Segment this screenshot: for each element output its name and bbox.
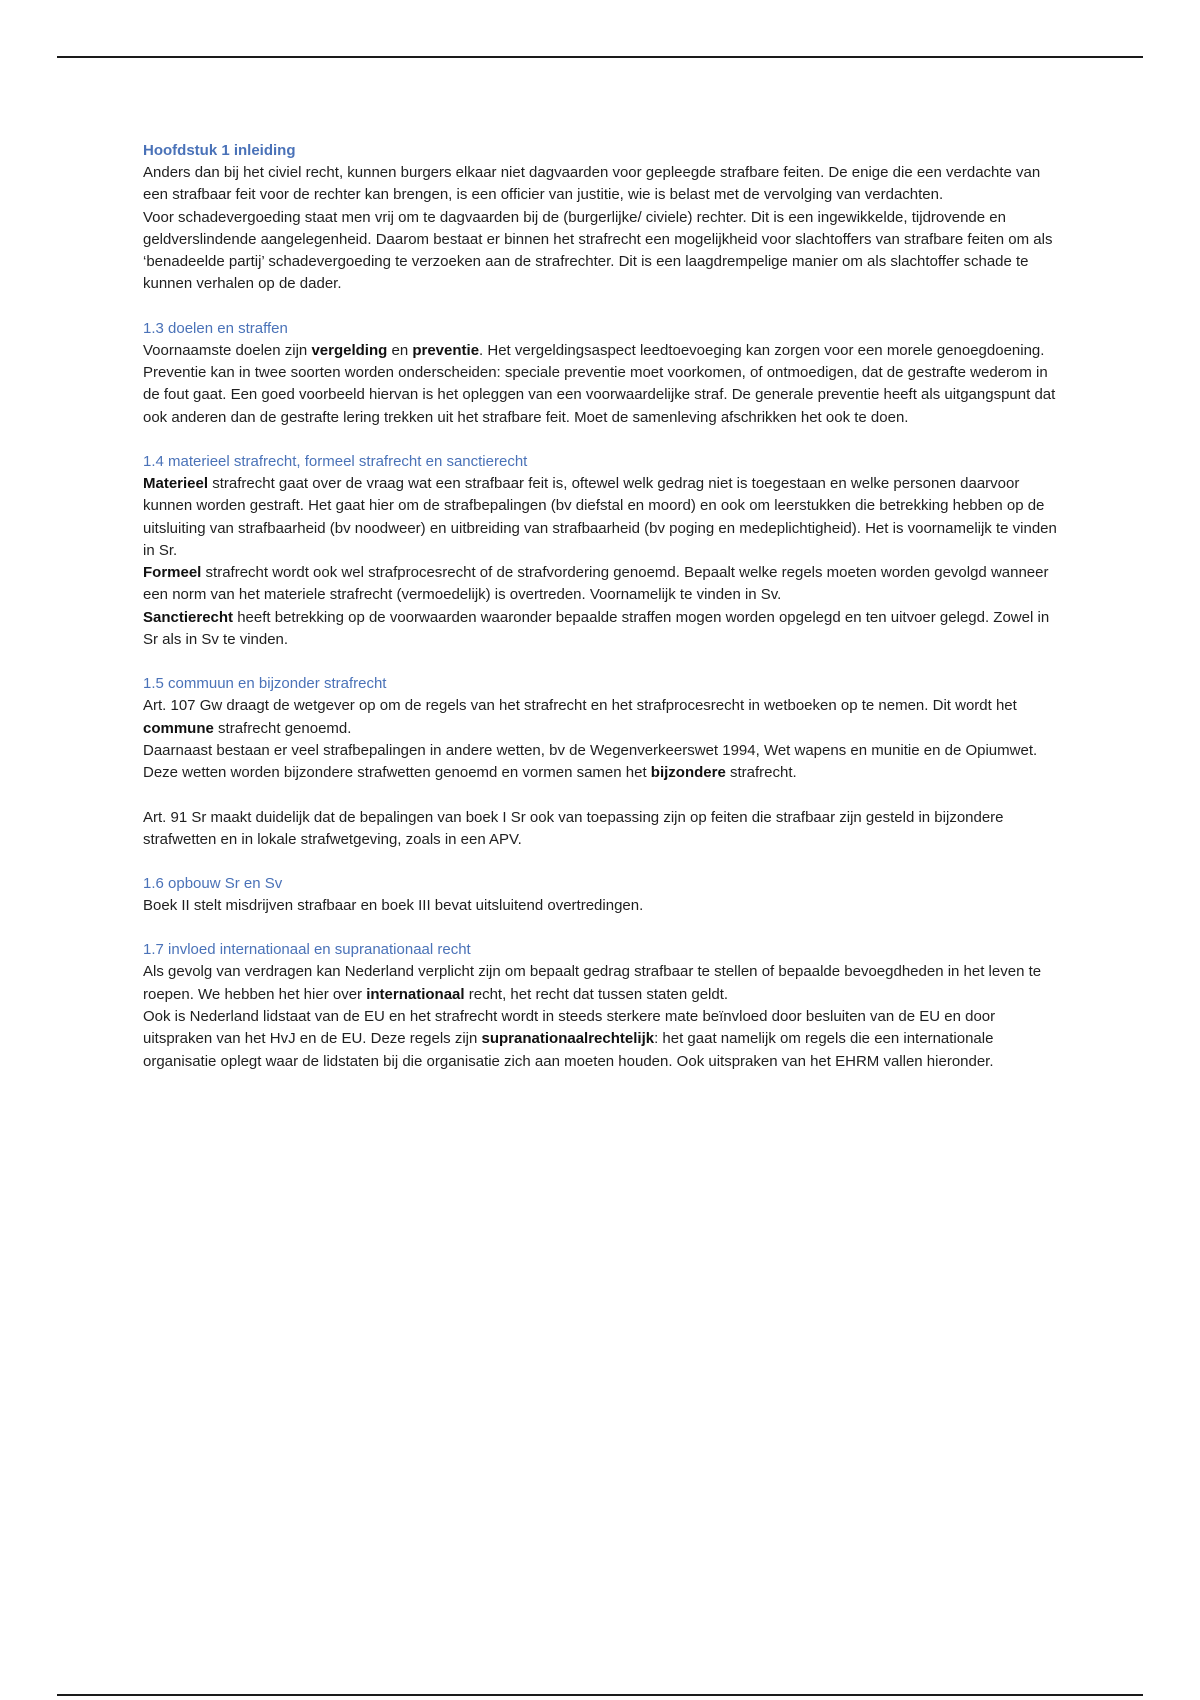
text-run: Ook is Nederland lidstaat van de EU en het strafrecht wordt in steeds sterkere mate beïnvloed door besluiten van de EU en door uitspraken van het HvJ en de EU. Deze regels zijn <box>143 1008 996 1048</box>
text-run: strafrecht gaat over de vraag wat een strafbaar feit is, oftewel welk gedrag niet is toegestaan en welke personen daarvoor kunnen worden gestraft. Het gaat hier om de strafbepalingen (bv diefstal en moord) en ook om leerstukken die betrekking hebben op de uitsluiting van strafbaarheid (bv noodweer) en uitbreiding van strafbaarheid (bv poging en medeplichtigheid). Het is voornamelijk te vinden in Sr. <box>143 474 1057 559</box>
text-run: recht, het recht dat tussen staten geldt. <box>464 985 729 1003</box>
text-run: en <box>387 341 413 359</box>
text-run: Als gevolg van verdragen kan Nederland verplicht zijn om bepaalt gedrag strafbaar te stellen of bepaalde bevoegdheden in het leven te roepen. We hebben het hier over <box>143 963 1042 1003</box>
bold-term: Materieel <box>143 474 209 492</box>
paragraph-gap <box>143 785 1058 807</box>
text-run: Voornaamste doelen zijn <box>143 341 312 359</box>
section-gap <box>143 851 1058 873</box>
footer-rule <box>57 1694 1143 1696</box>
paragraph <box>143 340 1058 362</box>
text-run: : het gaat namelijk om regels die een internationale organisatie oplegt waar de lidstaten bij die organisatie zich aan moeten houden. Ook uitspraken van het EHRM vallen hieronder. <box>143 1030 994 1070</box>
bold-term: Sanctierecht <box>143 608 234 626</box>
paragraph <box>143 961 1058 1006</box>
paragraph <box>143 607 1058 652</box>
section-gap <box>143 296 1058 318</box>
text-run: strafrecht wordt ook wel strafprocesrecht of de strafvordering genoemd. Bepaalt welke regels moeten worden gevolgd wanneer een norm van het materiele strafrecht (vermoedelijk) is overtreden. Voornamelijk te vinden in Sv. <box>143 564 1049 604</box>
paragraph <box>143 207 1058 296</box>
text-run: Art. 107 Gw draagt de wetgever op om de regels van het strafrecht en het strafprocesrecht in wetboeken op te nemen. Dit wordt het <box>143 697 1017 715</box>
bold-term: bijzondere <box>650 764 726 782</box>
bold-term: supranationaalrechtelijk <box>481 1030 655 1048</box>
chapter-heading: Hoofdstuk 1 inleiding <box>143 142 296 159</box>
text-run: strafrecht. <box>725 764 797 782</box>
text-run: strafrecht genoemd. <box>213 719 352 737</box>
section-heading: 1.6 opbouw Sr en Sv <box>143 875 283 893</box>
paragraph <box>143 473 1058 562</box>
bold-term: commune <box>143 719 214 737</box>
text-run: Voor schadevergoeding staat men vrij om te dagvaarden bij de (burgerlijke/ civiele) rechter. Dit is een ingewikkelde, tijdrovende en geldverslindende aangelegenheid. Daarom bestaat er binnen het strafrecht een mogelijkheid voor slachtoffers van strafbare feiten om als ‘benadeelde partij’ schadevergoeding te verzoeken aan de strafrechter. Dit is een laagdrempelige manier om als slachtoffer schade te kunnen verhalen op de dader. <box>143 208 1053 293</box>
paragraph <box>143 807 1058 852</box>
section-heading: 1.5 commuun en bijzonder strafrecht <box>143 675 387 693</box>
text-run: Preventie kan in twee soorten worden onderscheiden: speciale preventie moet voorkomen, of ontmoedigen, dat de gestrafte wederom in de fout gaat. Een goed voorbeeld hiervan is het opleggen van een voorwaardelijke straf. De generale preventie heeft als uitgangspunt dat ook anderen dan de gestrafte lering trekken uit het strafbare feit. Moet de samenleving afschrikken het ook te doen. <box>143 364 1056 426</box>
section-gap <box>143 651 1058 673</box>
text-run: heeft betrekking op de voorwaarden waaronder bepaalde straffen mogen worden opgelegd en ten uitvoer gelegd. Zowel in Sr als in Sv te vinden. <box>143 608 1050 649</box>
paragraph <box>143 740 1058 785</box>
paragraph <box>143 695 1058 740</box>
document-body <box>143 140 1058 1073</box>
paragraph <box>143 162 1058 207</box>
paragraph <box>143 895 1058 917</box>
bold-term: preventie <box>412 341 480 359</box>
text-run: Boek II stelt misdrijven strafbaar en boek III bevat uitsluitend overtredingen. <box>143 897 644 915</box>
bold-term: internationaal <box>366 985 465 1003</box>
bold-term: vergelding <box>311 341 388 359</box>
text-run: Art. 91 Sr maakt duidelijk dat de bepalingen van boek I Sr ook van toepassing zijn op feiten die strafbaar zijn gesteld in bijzondere strafwetten en in lokale strafwetgeving, zoals in een APV. <box>143 808 1004 848</box>
paragraph <box>143 362 1058 429</box>
paragraph <box>143 562 1058 607</box>
text-run: . Het vergeldingsaspect leedtoevoeging kan zorgen voor een morele genoegdoening. <box>479 341 1045 359</box>
section-gap <box>143 917 1058 939</box>
section-gap <box>143 429 1058 451</box>
section-heading: 1.3 doelen en straffen <box>143 319 288 337</box>
text-run: Anders dan bij het civiel recht, kunnen burgers elkaar niet dagvaarden voor gepleegde strafbare feiten. De enige die een verdachte van een strafbaar feit voor de rechter kan brengen, is een officier van justitie, wie is belast met de vervolging van verdachten. <box>143 164 1041 204</box>
header-rule <box>57 56 1143 58</box>
bold-term: Formeel <box>143 564 202 582</box>
section-heading: 1.7 invloed internationaal en supranationaal recht <box>143 941 471 959</box>
text-run: Daarnaast bestaan er veel strafbepalingen in andere wetten, bv de Wegenverkeerswet 1994, Wet wapens en munitie en de Opiumwet. Deze wetten worden bijzondere strafwetten genoemd en vormen samen het <box>143 741 1038 782</box>
section-heading: 1.4 materieel strafrecht, formeel strafrecht en sanctierecht <box>143 452 528 470</box>
paragraph <box>143 1006 1058 1073</box>
